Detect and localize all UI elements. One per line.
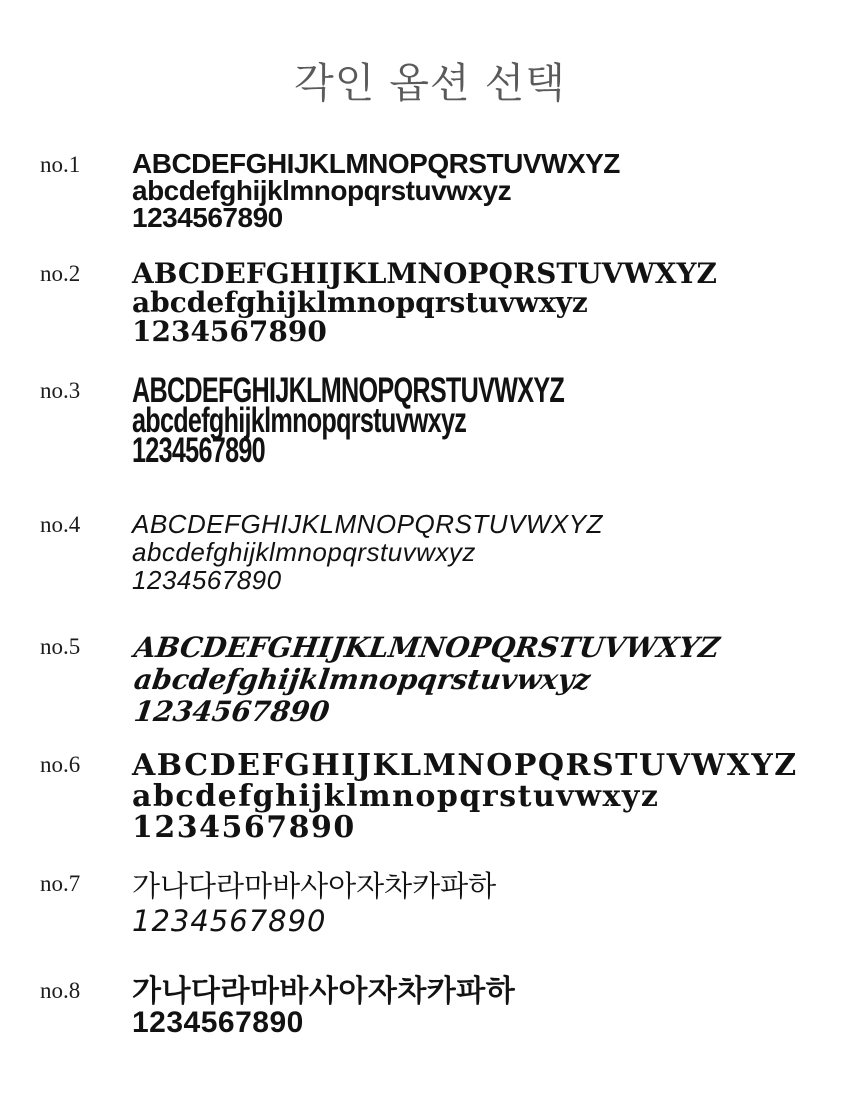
page-title: 각인 옵션 선택	[294, 59, 566, 107]
font-digits-line: 1234567890	[132, 431, 265, 470]
font-lowercase-line: abcdefghijklmnopqrstuvwxyz	[132, 175, 512, 206]
font-digits-line: 1234567890	[132, 695, 332, 728]
font-option-number: no.4	[40, 512, 81, 537]
font-option-number: no.6	[40, 752, 81, 777]
font-option-row-1	[0, 150, 860, 231]
font-digits-line: 1234567890	[132, 202, 283, 233]
font-option-row-8	[0, 976, 860, 1038]
font-digits-line: 1234567890	[132, 315, 327, 348]
font-sample	[132, 869, 496, 939]
font-digits-line: 1234567890	[132, 1006, 304, 1039]
font-uppercase-line: ABCDEFGHIJKLMNOPQRSTUVWXYZ	[132, 748, 798, 783]
font-option-number: no.2	[40, 261, 81, 286]
font-sample	[132, 150, 620, 231]
font-lowercase-line: abcdefghijklmnopqrstuvwxyz	[132, 537, 476, 567]
font-option-row-3	[0, 371, 860, 470]
font-lowercase-line: abcdefghijklmnopqrstuvwxyz	[132, 401, 467, 440]
font-lowercase-line: abcdefghijklmnopqrstuvwxyz	[132, 286, 588, 319]
font-option-row-7	[0, 869, 860, 939]
font-sample	[132, 371, 732, 470]
font-digits-line: 1234567890	[132, 904, 327, 938]
font-option-number: no.7	[40, 871, 81, 896]
font-digits-line: 1234567890	[132, 565, 282, 595]
font-option-number: no.1	[40, 152, 81, 177]
font-sample	[132, 631, 722, 728]
font-sample	[132, 976, 515, 1038]
font-option-row-2	[0, 259, 860, 346]
font-option-row-5	[0, 632, 860, 728]
font-digits-line: 1234567890	[132, 810, 356, 845]
font-uppercase-line: ABCDEFGHIJKLMNOPQRSTUVWXYZ	[132, 371, 565, 410]
font-uppercase-line: ABCDEFGHIJKLMNOPQRSTUVWXYZ	[132, 631, 722, 664]
font-option-row-6	[0, 750, 860, 843]
font-option-number: no.8	[40, 978, 81, 1003]
font-korean-line: 가나다라마바사아자차카파하	[132, 869, 497, 903]
font-option-number: no.3	[40, 378, 81, 403]
font-lowercase-line: abcdefghijklmnopqrstuvwxyz	[132, 779, 660, 814]
font-sample	[132, 750, 798, 843]
font-uppercase-line: ABCDEFGHIJKLMNOPQRSTUVWXYZ	[132, 257, 717, 290]
font-uppercase-line: ABCDEFGHIJKLMNOPQRSTUVWXYZ	[132, 148, 620, 179]
font-sample	[132, 510, 603, 594]
font-sample	[132, 259, 717, 346]
font-option-row-4	[0, 510, 860, 594]
font-option-number: no.5	[40, 634, 81, 659]
font-uppercase-line: ABCDEFGHIJKLMNOPQRSTUVWXYZ	[132, 509, 603, 539]
font-korean-line: 가나다라마바사아자차카파하	[132, 975, 516, 1008]
font-lowercase-line: abcdefghijklmnopqrstuvwxyz	[132, 663, 593, 696]
